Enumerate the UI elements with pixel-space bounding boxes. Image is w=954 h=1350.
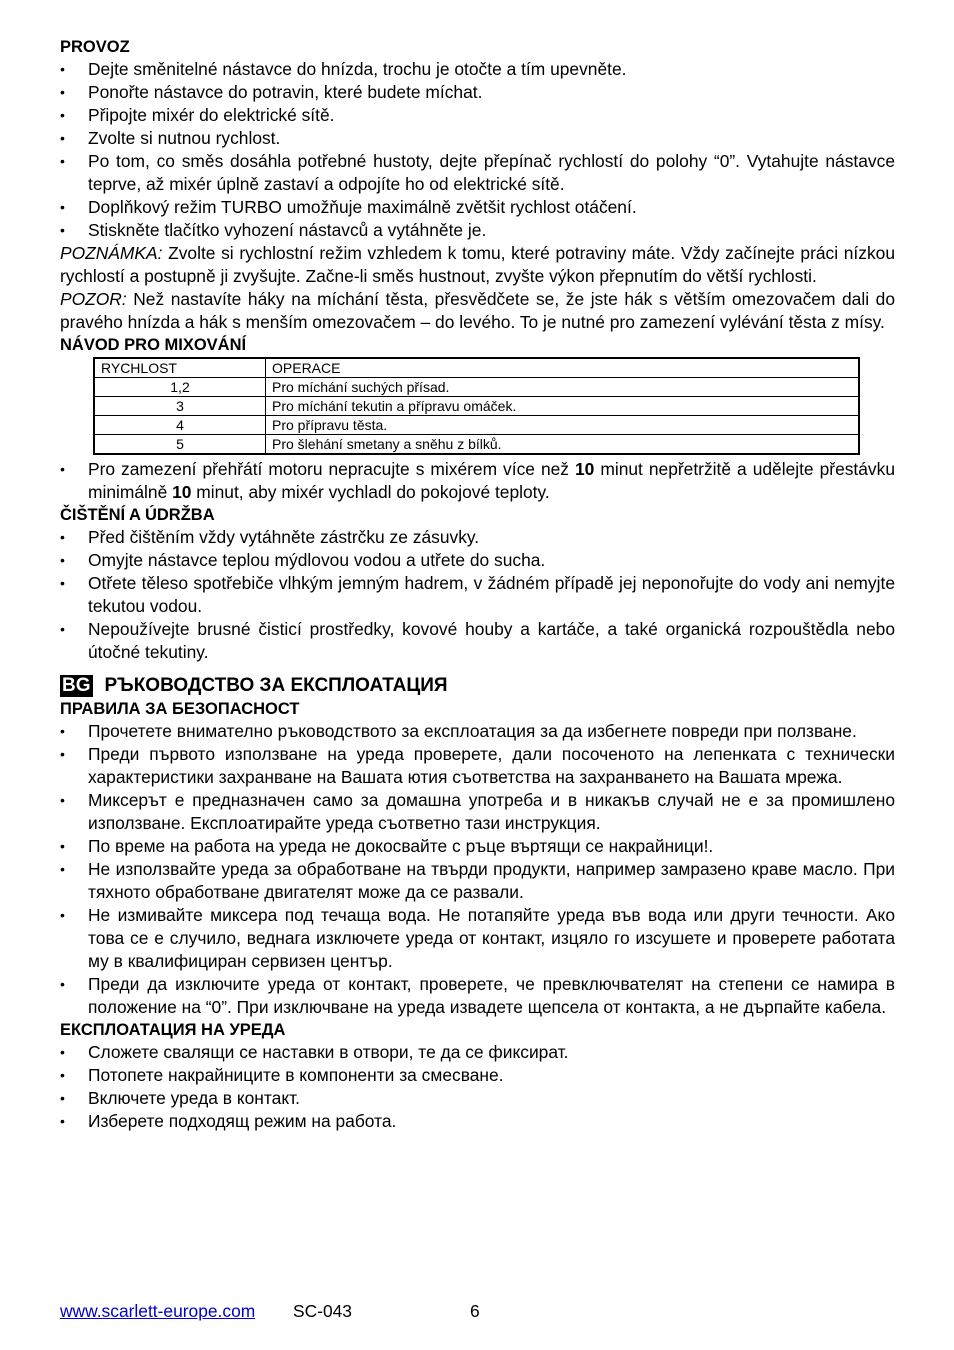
- list-item: • Сложете свалящи се наставки в отвори, те да се фиксират.: [60, 1041, 895, 1064]
- list-item: • Stiskněte tlačítko vyhození nástavců a vytáhněte je.: [60, 219, 895, 242]
- list-item: • Doplňkový režim TURBO umožňuje maximálně zvětšit rychlost otáčení.: [60, 196, 895, 219]
- list-item: • Ponořte nástavce do potravin, které budete míchat.: [60, 81, 895, 104]
- table-cell-speed: 5: [94, 435, 266, 455]
- overheat-text: minut nepřetržitě a udělejte přestávku minimálně: [88, 459, 895, 502]
- pause-minutes: 10: [172, 482, 192, 502]
- table-cell-operation: Pro šlehání smetany a sněhu z bílků.: [266, 435, 860, 455]
- warning-label: POZOR:: [60, 289, 127, 309]
- list-item: • Не измивайте миксера под течаща вода. Не потапяйте уреда във вода или други течности. Ако това се е случило, веднага изключете уреда от контакт, изцяло го изсушете и проверете работата му в квалифициран сервизен център.: [60, 904, 895, 973]
- overheat-text: minut, aby mixér vychladl do pokojové teploty.: [191, 482, 550, 502]
- list-item: • Před čištěním vždy vytáhněte zástrčku ze zásuvky.: [60, 526, 895, 549]
- list-item: • Nepoužívejte brusné čisticí prostředky, kovové houby a kartáče, a také organická rozpouštědla nebo útočné tekutiny.: [60, 618, 895, 664]
- mix-heading: NÁVOD PRO MIXOVÁNÍ: [60, 336, 247, 354]
- clean-list: [60, 526, 895, 664]
- list-item: • Преди първото използване на уреда проверете, дали посоченото на лепенката с технически характеристики захранване на Вашата ютия съответства на захранването на Вашата мрежа.: [60, 743, 895, 789]
- list-item: • Включете уреда в контакт.: [60, 1087, 895, 1110]
- table-cell-operation: Pro míchání suchých přísad.: [266, 378, 860, 397]
- list-item: • Po tom, co směs dosáhla potřebné hustoty, dejte přepínač rychlostí do polohy “0”. Vytahujte nástavce teprve, až mixér úplně zastaví a odpojíte ho od elektrické sítě.: [60, 150, 895, 196]
- operation-list: [60, 1041, 895, 1133]
- safety-list: [60, 720, 895, 1019]
- table-cell-speed: 3: [94, 397, 266, 416]
- list-item: • Прочетете внимателно ръководството за експлоатация за да избегнете повреди при ползване.: [60, 720, 895, 743]
- table-row: [94, 416, 859, 435]
- website-link[interactable]: www.scarlett-europe.com: [60, 1301, 256, 1321]
- list-item: • Не използвайте уреда за обработване на твърди продукти, например замразено краве масло. При тяхното обработване двигателят може да се развали.: [60, 858, 895, 904]
- language-badge: BG: [62, 675, 91, 696]
- table-cell-speed: 4: [94, 416, 266, 435]
- list-item: • Потопете накрайниците в компоненти за смесване.: [60, 1064, 895, 1087]
- table-cell-operation: Pro přípravu těsta.: [266, 416, 860, 435]
- note-paragraph: [60, 242, 895, 288]
- list-item: • По време на работа на уреда не докосвайте с ръце въртящи се накрайници!.: [60, 835, 895, 858]
- provoz-heading: PROVOZ: [60, 38, 130, 56]
- speed-table: [93, 357, 860, 455]
- table-header-operation: OPERACE: [266, 358, 860, 378]
- list-item: • Připojte mixér do elektrické sítě.: [60, 104, 895, 127]
- overheat-list: [60, 458, 895, 504]
- table-row: [94, 397, 859, 416]
- warning-paragraph: [60, 288, 895, 334]
- note-text: Zvolte si rychlostní režim vzhledem k tomu, které potraviny máte. Vždy začínejte práci nízkou rychlostí a postupně ji zvyšujte. Začne-li směs hustnout, zvyšte výkon přepnutím do větší rychlosti.: [60, 243, 895, 286]
- page-footer: [60, 1300, 480, 1322]
- warning-text: Než nastavíte háky na míchání těsta, přesvědčete se, že jste hák s větším omezovačem dali do pravého hnízda a hák s menším omezovačem – do levého. To je nutné pro zamezení vylévání těsta z mísy.: [60, 289, 895, 332]
- list-item: • Миксерът е предназначен само за домашна употреба и в никакъв случай не е за промишлено използване. Експлоатирайте уреда съответно тази инструкция.: [60, 789, 895, 835]
- list-item: • Преди да изключите уреда от контакт, проверете, че превключвателят на степени се намира в положение на “0”. При изключване на уреда извадете щепсела от контакта, а не дърпайте кабела.: [60, 973, 895, 1019]
- operation-heading: ЕКСПЛОАТАЦИЯ НА УРЕДА: [60, 1021, 286, 1039]
- list-item: [60, 458, 895, 504]
- list-item: • Zvolte si nutnou rychlost.: [60, 127, 895, 150]
- list-item: • Otřete těleso spotřebiče vlhkým jemným hadrem, v žádném případě jej neponořujte do vody ani nemyjte tekutou vodou.: [60, 572, 895, 618]
- list-item: • Omyjte nástavce teplou mýdlovou vodou a utřete do sucha.: [60, 549, 895, 572]
- bg-title-text: РЪКОВОДСТВО ЗА ЕКСПЛОАТАЦИЯ: [104, 675, 448, 696]
- table-cell-speed: 1,2: [94, 378, 266, 397]
- list-item: • Изберете подходящ режим на работа.: [60, 1110, 895, 1133]
- table-header-row: [94, 358, 859, 378]
- model-number: SC-043: [293, 1301, 352, 1321]
- table-row: [94, 378, 859, 397]
- safety-heading: ПРАВИЛА ЗА БЕЗОПАСНОСТ: [60, 700, 300, 718]
- table-cell-operation: Pro míchání tekutin a přípravu omáček.: [266, 397, 860, 416]
- overheat-text: Pro zamezení přehřátí motoru nepracujte s mixérem více než: [88, 459, 575, 479]
- bg-section-title: [60, 674, 895, 698]
- provoz-list: [60, 58, 895, 242]
- table-header-speed: RYCHLOST: [94, 358, 266, 378]
- manual-page: [60, 36, 895, 1133]
- list-item: • Dejte směnitelné nástavce do hnízda, trochu je otočte a tím upevněte.: [60, 58, 895, 81]
- clean-heading: ČIŠTĚNÍ A ÚDRŽBA: [60, 506, 215, 524]
- page-number: 6: [470, 1301, 480, 1321]
- table-row: [94, 435, 859, 455]
- note-label: POZNÁMKA:: [60, 243, 163, 263]
- overheat-minutes: 10: [575, 459, 595, 479]
